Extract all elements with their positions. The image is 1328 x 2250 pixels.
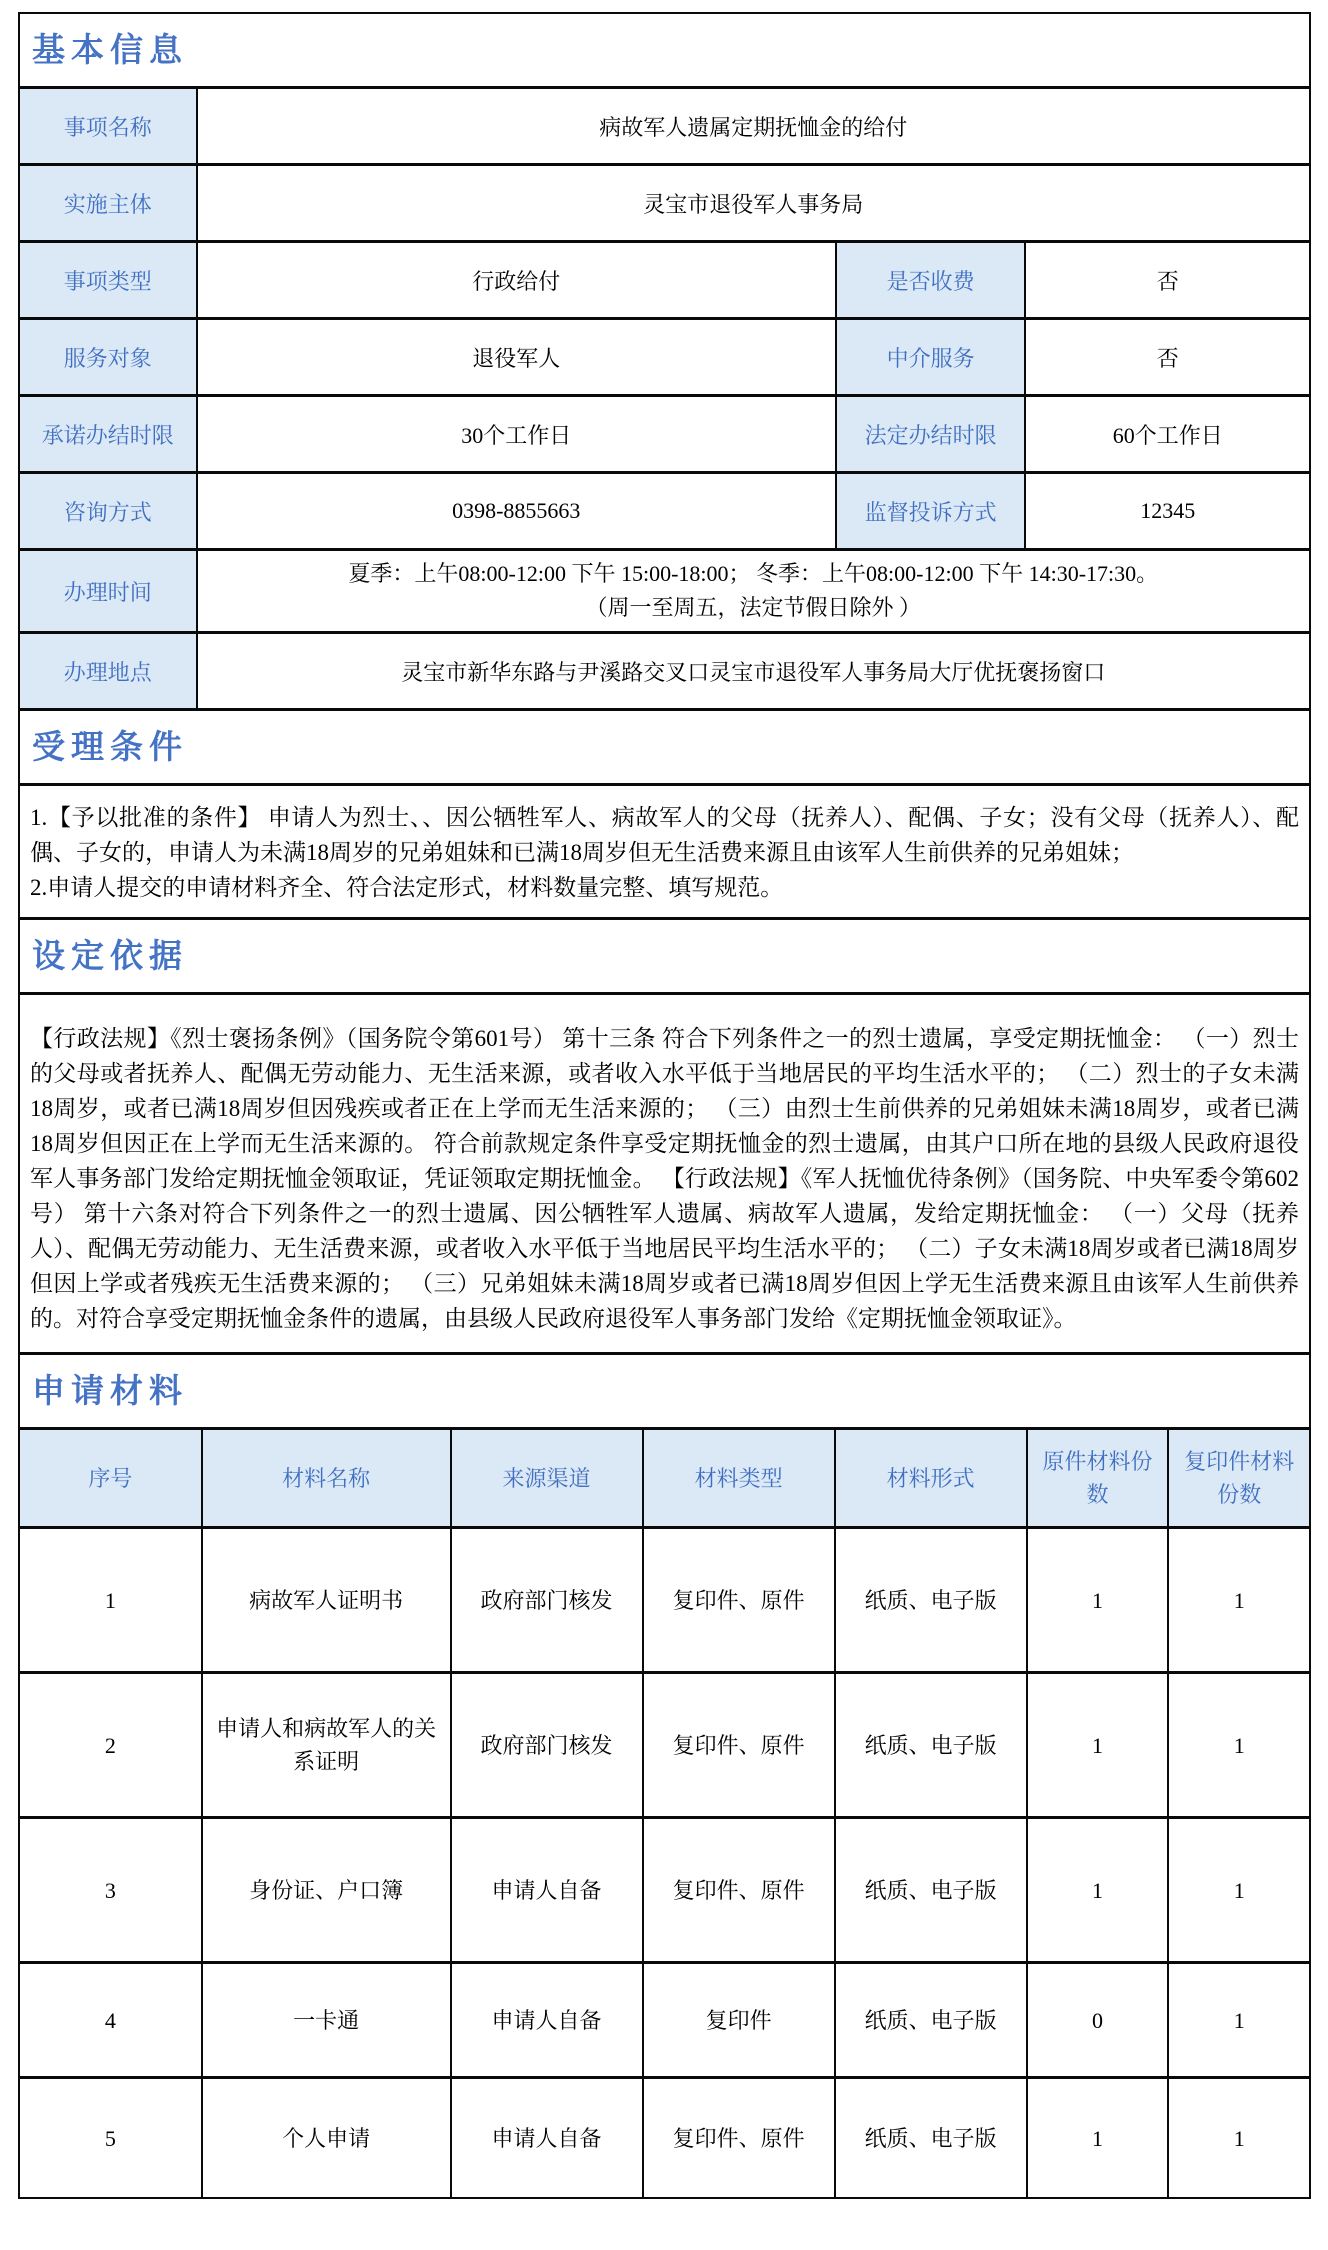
column-header-source: 来源渠道 [451, 1430, 643, 1528]
label-cell: 办理时间 [20, 550, 197, 633]
materials-header-row [20, 1430, 1309, 1528]
value-cell: 12345 [1025, 473, 1309, 550]
cell-material-name: 一卡通 [202, 1963, 451, 2078]
label-cell: 办理地点 [20, 633, 197, 709]
value-cell: 病故军人遗属定期抚恤金的给付 [197, 89, 1309, 165]
cell-material-form: 纸质、电子版 [835, 1673, 1027, 1818]
column-header-original-copies: 原件材料份数 [1027, 1430, 1169, 1528]
cell-photocopies: 1 [1168, 2078, 1309, 2198]
value-cell: 30个工作日 [197, 396, 836, 473]
cell-source: 申请人自备 [451, 1963, 643, 2078]
cell-material-type: 复印件 [643, 1963, 835, 2078]
cell-photocopies: 1 [1168, 1673, 1309, 1818]
cell-no: 1 [20, 1528, 202, 1673]
cell-photocopies: 1 [1168, 1818, 1309, 1963]
acceptance-conditions-text [20, 786, 1309, 917]
column-header-material-form: 材料形式 [835, 1430, 1027, 1528]
value-cell: 0398-8855663 [197, 473, 836, 550]
section-heading-legal-basis: 设定依据 [20, 917, 1309, 995]
cell-photocopies: 1 [1168, 1963, 1309, 2078]
basic-row-time-limit [20, 396, 1309, 473]
column-header-photocopies: 复印件材料份数 [1168, 1430, 1309, 1528]
section-heading-basic-info: 基本信息 [20, 14, 1309, 89]
cell-material-type: 复印件、原件 [643, 2078, 835, 2198]
office-hours-line2: （周一至周五，法定节假日除外 ） [585, 595, 922, 620]
cell-source: 政府部门核发 [451, 1528, 643, 1673]
cell-material-type: 复印件、原件 [643, 1528, 835, 1673]
label-cell: 法定办结时限 [836, 396, 1025, 473]
cell-material-form: 纸质、电子版 [835, 1528, 1027, 1673]
value-cell: 退役军人 [197, 319, 836, 396]
cell-photocopies: 1 [1168, 1528, 1309, 1673]
cell-source: 申请人自备 [451, 2078, 643, 2198]
application-materials-table [20, 1430, 1309, 2197]
cell-material-name: 病故军人证明书 [202, 1528, 451, 1673]
material-row [20, 2078, 1309, 2198]
acceptance-item-2: 2.申请人提交的申请材料齐全、符合法定形式，材料数量完整、填写规范。 [30, 875, 784, 900]
basic-row-service-target [20, 319, 1309, 396]
value-cell: 灵宝市新华东路与尹溪路交叉口灵宝市退役军人事务局大厅优抚褒扬窗口 [197, 633, 1309, 709]
cell-material-name: 身份证、户口簿 [202, 1818, 451, 1963]
cell-material-form: 纸质、电子版 [835, 2078, 1027, 2198]
label-cell: 事项类型 [20, 242, 197, 319]
basic-row-contact [20, 473, 1309, 550]
cell-original-copies: 1 [1027, 1818, 1169, 1963]
basic-row-implementing-body [20, 165, 1309, 242]
label-cell: 服务对象 [20, 319, 197, 396]
label-cell: 中介服务 [836, 319, 1025, 396]
basic-info-table [20, 89, 1309, 708]
value-cell: 行政给付 [197, 242, 836, 319]
cell-original-copies: 1 [1027, 2078, 1169, 2198]
cell-original-copies: 1 [1027, 1528, 1169, 1673]
cell-no: 5 [20, 2078, 202, 2198]
cell-no: 4 [20, 1963, 202, 2078]
label-cell: 事项名称 [20, 89, 197, 165]
label-cell: 实施主体 [20, 165, 197, 242]
cell-material-type: 复印件、原件 [643, 1818, 835, 1963]
section-heading-acceptance-conditions: 受理条件 [20, 708, 1309, 786]
cell-original-copies: 0 [1027, 1963, 1169, 2078]
cell-no: 2 [20, 1673, 202, 1818]
cell-material-name: 个人申请 [202, 2078, 451, 2198]
cell-material-type: 复印件、原件 [643, 1673, 835, 1818]
section-heading-application-materials: 申请材料 [20, 1352, 1309, 1430]
legal-basis-paragraph: 【行政法规】《烈士褒扬条例》（国务院令第601号） 第十三条 符合下列条件之一的烈士遗属，享受定期抚恤金： （一）烈士的父母或者抚养人、配偶无劳动能力、无生活来源，或者收入水平低于当地居民的平均生活水平的； （二）烈士的子女未满18周岁，或者已满18周岁但因残疾或者正在上学而无生活来源的； （三）由烈士生前供养的兄弟姐妹未满18周岁，或者已满18周岁但因正在上学而无生活来源的。 符合前款规定条件享受定期抚恤金的烈士遗属，由其户口所在地的县级人民政府退役军人事务部门发给定期抚恤金领取证，凭证领取定期抚恤金。 【行政法规】《军人抚恤优待条例》（国务院、中央军委令第602号） 第十六条对符合下列条件之一的烈士遗属、因公牺牲军人遗属、病故军人遗属，发给定期抚恤金： （一）父母（抚养人）、配偶无劳动能力、无生活费来源，或者收入水平低于当地居民平均生活水平的； （二）子女未满18周岁或者已满18周岁但因上学或者残疾无生活费来源的； （三）兄弟姐妹未满18周岁或者已满18周岁但因上学无生活费来源且由该军人生前供养的。对符合享受定期抚恤金条件的遗属，由县级人民政府退役军人事务部门发给《定期抚恤金领取证》。 [30, 1026, 1299, 1331]
cell-source: 申请人自备 [451, 1818, 643, 1963]
service-info-document [18, 12, 1311, 2199]
label-cell: 承诺办结时限 [20, 396, 197, 473]
cell-no: 3 [20, 1818, 202, 1963]
label-cell: 咨询方式 [20, 473, 197, 550]
cell-source: 政府部门核发 [451, 1673, 643, 1818]
legal-basis-text [20, 995, 1309, 1352]
basic-row-office-hours [20, 550, 1309, 633]
acceptance-item-1: 1.【予以批准的条件】 申请人为烈士、、因公牺牲军人、病故军人的父母（抚养人）、配偶、子女；没有父母（抚养人）、配偶、子女的，申请人为未满18周岁的兄弟姐妹和已满18周岁但无生活费来源且由该军人生前供养的兄弟姐妹； [30, 805, 1299, 865]
material-row [20, 1963, 1309, 2078]
office-hours-line1: 夏季：上午08:00-12:00 下午 15:00-18:00； 冬季：上午08:00-12:00 下午 14:30-17:30。 [348, 561, 1159, 586]
material-row [20, 1673, 1309, 1818]
material-row [20, 1818, 1309, 1963]
value-cell [197, 550, 1309, 633]
value-cell: 否 [1025, 242, 1309, 319]
column-header-material-type: 材料类型 [643, 1430, 835, 1528]
material-row [20, 1528, 1309, 1673]
column-header-material-name: 材料名称 [202, 1430, 451, 1528]
cell-material-form: 纸质、电子版 [835, 1963, 1027, 2078]
column-header-no: 序号 [20, 1430, 202, 1528]
basic-row-item-type [20, 242, 1309, 319]
basic-row-office-location [20, 633, 1309, 709]
value-cell: 灵宝市退役军人事务局 [197, 165, 1309, 242]
label-cell: 是否收费 [836, 242, 1025, 319]
value-cell: 60个工作日 [1025, 396, 1309, 473]
cell-original-copies: 1 [1027, 1673, 1169, 1818]
label-cell: 监督投诉方式 [836, 473, 1025, 550]
value-cell: 否 [1025, 319, 1309, 396]
cell-material-name: 申请人和病故军人的关系证明 [202, 1673, 451, 1818]
cell-material-form: 纸质、电子版 [835, 1818, 1027, 1963]
basic-row-item-name [20, 89, 1309, 165]
